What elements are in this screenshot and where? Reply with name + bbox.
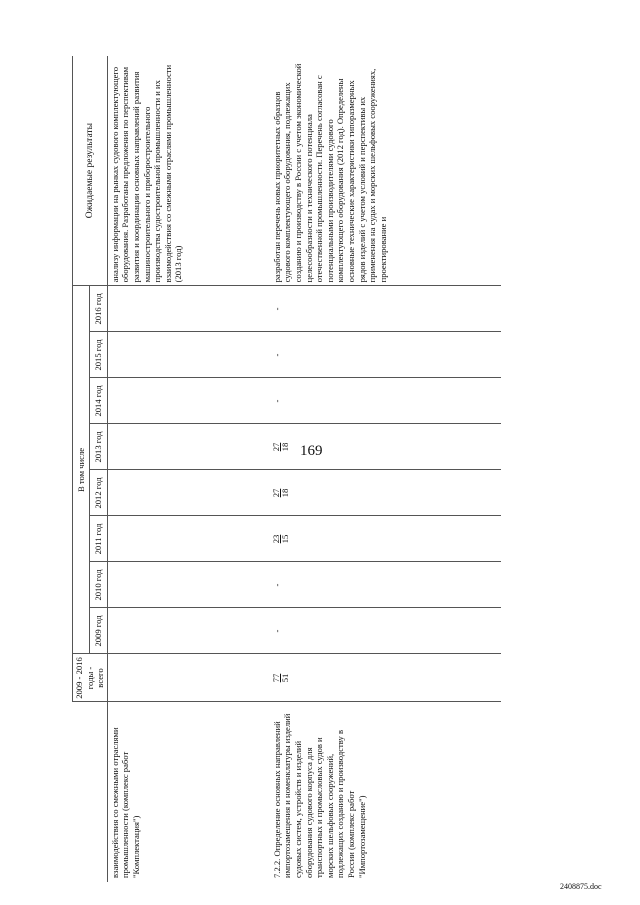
header-year: 2012 год — [90, 470, 107, 516]
fraction-bottom: 51 — [280, 673, 291, 683]
table-row — [107, 56, 260, 882]
fraction-top: - — [271, 583, 282, 587]
header-year: 2016 год — [90, 286, 107, 332]
header-year: 2009 год — [90, 608, 107, 654]
fraction — [273, 584, 283, 587]
year-cell — [107, 424, 260, 470]
year-cell — [107, 562, 260, 608]
header-year: 2014 год — [90, 378, 107, 424]
year-cell — [107, 516, 260, 562]
page-number: 169 — [300, 443, 323, 459]
fraction-bottom: 18 — [280, 488, 291, 498]
fraction — [272, 535, 291, 544]
rotated-table-page — [72, 56, 552, 882]
task-cell: 7.2.2. Определение основных направлений импортозамещения и номенклатуры изделий судовых систем, устройств и изделий оборудования судового корпуса для транспортных и промысловых судов и морских шельфовых сооружений, подлежащих созданию и производству в России (комплекс работ "Импортозамещение") — [260, 702, 501, 882]
header-year: 2010 год — [90, 562, 107, 608]
year-cell — [107, 608, 260, 654]
header-corner — [73, 702, 108, 882]
fraction — [273, 400, 283, 403]
fraction-top: 23 — [270, 534, 281, 544]
program-table — [72, 56, 501, 882]
header-results: Ожидаемые результаты — [73, 56, 108, 286]
header-year: 2011 год — [90, 516, 107, 562]
table-row — [260, 56, 501, 882]
fraction-bottom: 18 — [280, 442, 291, 452]
fraction-top: - — [271, 353, 282, 357]
fraction — [272, 443, 291, 452]
year-cell — [107, 378, 260, 424]
fraction-top: 27 — [270, 488, 281, 498]
fraction — [273, 308, 283, 311]
fraction-bottom: 15 — [280, 534, 291, 544]
header-total: 2009 - 2016 годы - всего — [73, 654, 108, 702]
year-cell — [260, 286, 501, 332]
year-cell — [107, 470, 260, 516]
year-cell — [260, 470, 501, 516]
fraction — [273, 630, 283, 633]
fraction-top: 77 — [270, 673, 281, 683]
header-year: 2013 год — [90, 424, 107, 470]
fraction-top: - — [271, 399, 282, 403]
fraction-top: - — [271, 307, 282, 311]
header-group: В том числе — [73, 286, 90, 654]
total-cell — [107, 654, 260, 702]
results-cell: анализу информации на рынках судового комплектующего оборудования. Разработаны предложения по перспективам развития и координации основных направлений развития машиностроительного и приборостроительного производства судостроительной промышленности и их взаимодействия со смежными отраслями промышленности (2013 год) — [109, 64, 184, 283]
document-code: 2408875.doc — [560, 882, 602, 891]
fraction — [272, 674, 291, 683]
year-cell — [107, 332, 260, 378]
year-cell — [260, 378, 501, 424]
task-cell: взаимодействия со смежными отраслями промышленности (комплекс работ "Комплектация") — [107, 702, 260, 882]
year-cell — [260, 608, 501, 654]
table-header — [73, 56, 108, 882]
year-cell — [260, 516, 501, 562]
fraction-top: - — [271, 629, 282, 633]
header-year: 2015 год — [90, 332, 107, 378]
year-cell — [260, 332, 501, 378]
year-cell — [260, 562, 501, 608]
year-cell — [260, 424, 501, 470]
total-cell — [260, 654, 501, 702]
fraction — [273, 354, 283, 357]
fraction-top: 27 — [270, 442, 281, 452]
fraction — [272, 489, 291, 498]
year-cell — [107, 286, 260, 332]
results-cell: разработан перечень новых приоритетных образцов судового комплектующего оборудования, подлежащих созданию и производству в России с учетом экономической целесообразности и технического потенциала отечественной промышленности. Перечень согласован с потенциальными производителями судового комплектующего оборудования (2012 год). Определены основные технические характеристики типоразмерных рядов изделий с учетом условий и перспективы их применения на судах и морских шельфовых сооружениях, проектирование и — [271, 63, 388, 283]
